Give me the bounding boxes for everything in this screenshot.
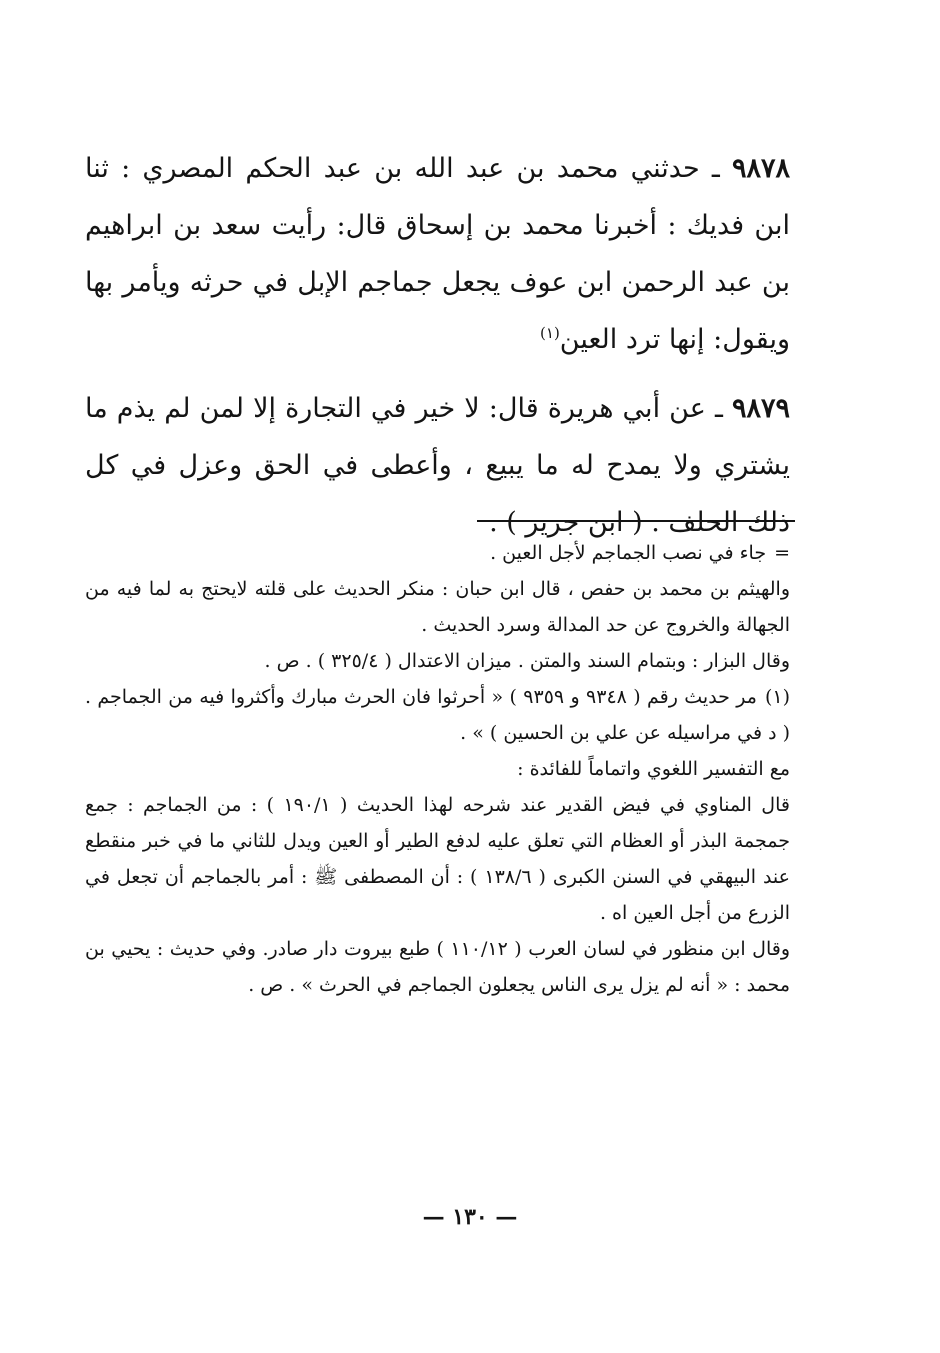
footnote-1-line: مع التفسير اللغوي واتماماً للفائدة : [517,758,790,780]
continuation-marker: = [774,542,790,564]
main-text [85,140,790,563]
footnote-1-line: وقال ابن منظور في لسان العرب ( ١١٠/١٢ ) طبع بيروت دار صادر. وفي حديث : يحيي بن محمد : « أنه لم يزل يرى الناس يجعلون الجماجم في الحرث » . ص . [85,938,791,996]
continuation-note-line: وقال البزار : وبتمام السند والمتن . ميزان الاعتدال ( ٣٢٥/٤ ) . ص . [264,650,790,672]
hadith-text: ـ حدثني محمد بن عبد الله بن عبد الحكم المصري : ثنا ابن فديك : أخبرنا محمد بن إسحاق قال: رأيت سعد بن ابراهيم بن عبد الرحمن ابن عوف يجعل جماجم الإبل في حرثه ويأمر بها ويقول: إنها ترد العين [85,153,790,355]
footnote-1-line: (١)مر حديث رقم ( ٩٣٤٨ و ٩٣٥٩ ) « أحرثوا فان الحرث مبارك وأكثروا فيه من الجماجم . ( د في مراسيله عن علي بن الحسين ) » . [85,686,790,744]
hadith-9878 [85,140,790,368]
hadith-text: ـ عن أبي هريرة قال: لا خير في التجارة إلا لمن لم يذم ما يشتري ولا يمدح له ما يبيع ، وأعطى في الحق وعزل في كل ذلك الحلف . ( ابن جرير ) . [85,393,790,538]
page-number: — ١٣٠ — [422,1204,518,1230]
footnote-reference[interactable]: (١) [540,324,560,342]
continuation-note-line: =جاء في نصب الجماجم لأجل العين . [490,542,790,564]
hadith-number: ٩٨٧٩ [731,393,790,424]
continuation-note-line: والهيثم بن محمد بن حفص ، قال ابن حبان : منكر الحديث على قلته لايحتج به لما فيه من الجهالة والخروج عن حد المدالة وسرد الحديث . [85,578,790,636]
hadith-9879 [85,380,790,551]
footnotes [85,535,790,1003]
hadith-number: ٩٨٧٨ [731,153,790,184]
footnote-divider [477,520,795,522]
footnote-1-marker: (١) [764,686,790,708]
footnote-1-line: قال المناوي في فيض القدير عند شرحه لهذا الحديث ( ١٩٠/١ ) : من الجماجم : جمع جمجمة البذر أو العظام التي تعلق عليه لدفع الطير أو العين ويدل للثاني ما في خبر منقطع عند البيهقي في السنن الكبرى ( ١٣٨/٦ ) : أن المصطفى ﷺ : أمر بالجماجم أن تجعل في الزرع من أجل العين اه . [85,794,790,924]
